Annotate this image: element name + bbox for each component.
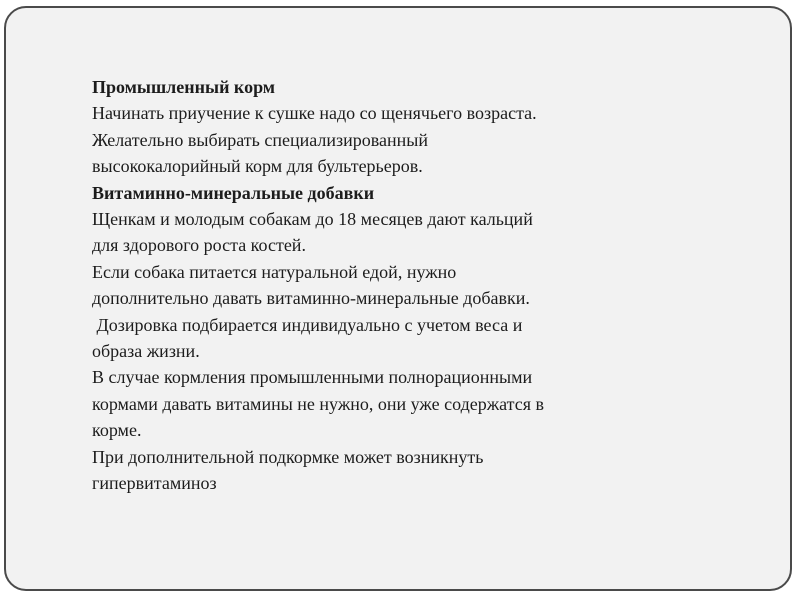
text-line: образа жизни. [92,341,200,362]
heading-vitamin-supplements: Витаминно-минеральные добавки [92,182,375,203]
text-line: Желательно выбирать специализированный [92,129,428,150]
text-line: кормами давать витамины не нужно, они уже содержатся в [92,393,545,414]
text-line: При дополнительной подкормке может возникнуть [92,446,484,467]
slide-text-body [92,74,692,497]
text-line: Щенкам и молодым собакам до 18 месяцев дают кальций [92,209,533,230]
slide-frame [4,6,792,591]
text-line: для здорового роста костей. [92,235,306,256]
text-line: высококалорийный корм для бультерьеров. [92,156,423,177]
text-line: В случае кормления промышленными полнорационными [92,367,533,388]
text-line: дополнительно давать витаминно-минеральные добавки. [92,288,530,309]
text-line: Дозировка подбирается индивидуально с учетом веса и [92,314,523,335]
text-line: Если собака питается натуральной едой, нужно [92,261,457,282]
text-line: гипервитаминоз [92,473,217,494]
text-line: Начинать приучение к сушке надо со щенячьего возраста. [92,103,537,124]
text-line: корме. [92,420,142,441]
heading-industrial-feed: Промышленный корм [92,77,276,97]
